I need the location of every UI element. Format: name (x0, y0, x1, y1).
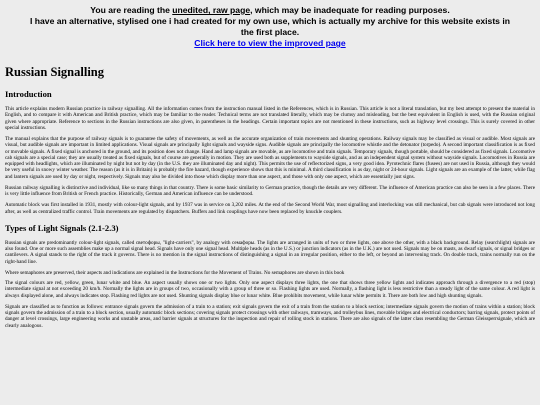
paragraph: Automatic block was first installed in 1931, mostly with colour-light signals, and by 1937 was in service on 3,202 miles. At the end of the Second World War, most signalling and interlocking was still mechanical, but cab signals were introduced not long after, as well as centralized traffic control. Train movements are regulated by dispatchers. Buffers and link couplings have now been replaced by knuckle couplers. (5, 202, 535, 215)
article-content (0, 65, 540, 329)
paragraph: This article explains modern Russian practice in railway signalling. All the information comes from the instruction manual listed in the References, which is in Russian. This article is not a literal translation, but my best attempt to present the material in English, and to compare it with American and British practice, which may be familiar to the reader. Technical terms are not translated literally, which may be clumsy and misleading, but the best equivalent in English is used, with the Russian original given where appropriate. Reference to sections in the Russian instructions are also given, in parentheses in the headings. Certain important topics are not mentioned in these instructions, such as highway level crossings. This is surely covered in other special instructions. (5, 106, 535, 131)
banner-line-1 (30, 5, 510, 16)
paragraph: The manual explains that the purpose of railway signals is to guarantee the safety of movements, as well as the accurate organization of train movements and shunting operations. Railway signals may be classified as visual or audible. Most signals are visual, but audible signals are important in limited applications. Visual signals are principally light signals and wayside signs. Audible signals are principally the locomotive whistle and the detonator (torpedo). A second important classification is as fixed or movable signals. A fixed signal is anchored in the ground, and its position does not change. Hand and lamp signals are movable, as are locomotive and train signals. Temporary signals, though portable, should be considered as fixed signals. Locomotive cab signals are a special case; they are usually treated as fixed signals, but of course are generally in motion. They are used both as supplements to wayside signals, and as an independent signal system without wayside signals. Locomotives in Russia are equipped with headlights, which are illuminated by night but not by day (in the U.S. they are illuminated day and night). This permits the use of reflectorized signs, a very good idea. Pyrotechnic flares (fusees) are not used in Russia, although they would be very useful in snowy winter weather. The reason (as it is in Britain) is probably the fire hazard, though experience shows that this is minimal. A third classification is as day, night or 24-hour signals. Light signals are an example of the latter, while flag and lantern signals are used by day or night, respectively. Signals may also be divided into those which display more than one aspect, and those with only one aspect, which are essentially just signs. (5, 136, 535, 180)
banner-line-2: I have an alternative, stylised one i had created for my own use, which is actually my archive for this website exists in the first place. (30, 16, 510, 37)
paragraph: Russian railway signalling is distinctive and individual, like so many things in that country. There is some basic similarity to German practice, though the details are very different. The influence of American practice can also be seen in a few places. There is very little influence from British or French practice. Historically, German and American influence can be understood. (5, 184, 535, 197)
unedited-raw-page-text: unedited, raw page (172, 5, 251, 15)
improved-page-link[interactable]: Click here to view the improved page (194, 38, 346, 48)
introduction-heading: Introduction (5, 89, 52, 99)
page-title: Russian Signalling (5, 65, 105, 79)
banner-suffix-text: , which may be inadequate for reading purposes. (250, 5, 450, 15)
paragraph: Russian signals are predominantly colour-light signals, called светофоры, "light-carriers", by analogy with семафоры. The lights are arranged in units of two or three lights, one above the other, with a black background. Relay (searchlight) signals are also found. One or more such assemblies make up a normal signal head. Signals have only one signal head. Multiple heads (as in the U.S.) or junction indicators (as in the U.K.) are not used. Signals may be on masts, as dwarf signals, or signal bridges or cantilevers. A signal stands to the right of the track it governs. There is no mention in the signal instructions of distinguishing a signal in an irregular position, either to the left, or beyond an intervening track. On double track, trains normally run on the right-hand line. (5, 239, 535, 265)
raw-page-banner (0, 0, 540, 55)
paragraph: The signal colours are red, yellow, green, lunar white and blue. An aspect usually shows one or two lights. Only one aspect displays three lights, the one that shows three yellow lights and indicates approach through a divergence to a red (stop) intermediate signal at not exceeding 20 km/h. Normally the lights are in groups of two, occasionally with a group of three or so. Flashing lights are used. Normally, a flashing light is less restrictive than a steady light of the same colour. A red light is always displayed alone, and always indicates stop. Flashing red lights are not used. Shunting signals display blue or lunar white. Blue prohibits movement, while lunar white permits it. There are both low and high shunting signals. (5, 280, 535, 299)
banner-prefix-text: You are reading the (90, 5, 173, 15)
light-signals-heading: Types of Light Signals (2.1-2.3) (5, 222, 119, 233)
paragraph: Signals are classified as to function as follows: entrance signals govern the admission of a train to a station; exit signals govern the exit of a train from the station to a block section; intermediate signals govern the motion of trains within a station; block signals govern the admission of a train to a block section, usually automatic block sections; covering signals protect crossings with other railways, tramways, and trolleybus lines, movable bridges and electrical conductors; barring signals, protect points of danger at level crossings, large engineering works and unstable areas, and barrier signals at structures for the inspection and repair of rolling stock in stations. There are also signals of the latter class resembling the German Gleissperrsignale, which are clearly analogous. (5, 303, 535, 329)
paragraph: Where semaphores are preserved, their aspects and indications are explained in the Instructions for the Movement of Trains. No semaphores are shown in this book (5, 269, 345, 276)
